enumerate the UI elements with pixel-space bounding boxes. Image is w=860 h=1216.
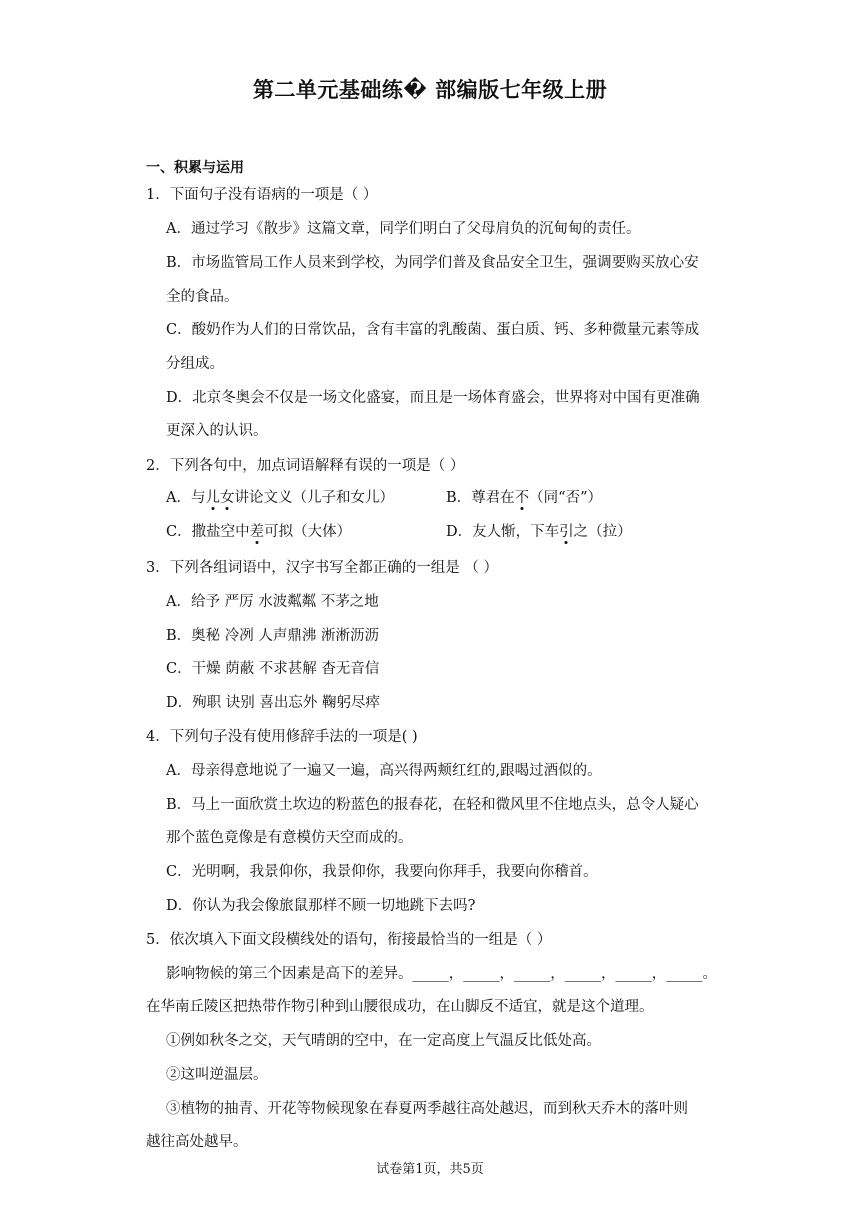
- question-4-option-a: A．母亲得意地说了一遍又一遍，高兴得两颊红红的,跟喝过酒似的。: [166, 763, 602, 779]
- question-1-option-d-cont: 更深入的认识。: [166, 423, 268, 439]
- option-text: A．与: [166, 490, 206, 506]
- option-text: D．友人惭，下车: [446, 524, 560, 540]
- dotted-char: 女: [219, 490, 235, 506]
- question-2-option-a: [166, 488, 394, 508]
- question-1-option-b: B．市场监管局工作人员来到学校，为同学们普及食品安全卫生，强调要购买放心安: [166, 255, 699, 271]
- question-5-sentence-1: ①例如秋冬之交，天气晴朗的空中，在一定高度上气温反比低处高。: [166, 1033, 601, 1049]
- question-4-option-b: B．马上一面欣赏土坎边的粉蓝色的报春花，在轻和微风里不住地点头，总令人疑心: [166, 797, 699, 813]
- question-4-stem: 4．下列句子没有使用修辞手法的一项是( ): [146, 729, 418, 745]
- question-1-option-c-cont: 分组成。: [166, 356, 224, 372]
- question-2-option-d: [446, 522, 632, 542]
- option-text: 之（拉）: [573, 524, 632, 540]
- question-1-option-a: A．通过学习《散步》这篇文章，同学们明白了父母肩负的沉甸甸的责任。: [166, 221, 641, 237]
- question-2-stem: 2．下列各句中，加点词语解释有误的一项是（ ）: [146, 458, 465, 474]
- option-text: B．尊君在: [446, 490, 515, 506]
- question-3-option-a: A．给予 严厉 水波粼粼 不茅之地: [166, 594, 379, 610]
- section-heading: 一、积累与运用: [146, 160, 244, 176]
- question-3-option-c: C．干燥 荫蔽 不求甚解 杳无音信: [166, 661, 380, 677]
- dotted-char: 引: [559, 524, 574, 540]
- page-title: 第二单元基础练� 部编版七年级上册: [252, 77, 608, 102]
- question-4-option-c: C．光明啊，我景仰你，我景仰你，我要向你拜手，我要向你稽首。: [166, 864, 598, 880]
- dotted-char: 儿: [205, 490, 220, 506]
- question-1-option-d: D．北京冬奥会不仅是一场文化盛宴，而且是一场体育盛会，世界将对中国有更准确: [166, 390, 700, 406]
- option-text: 讲论文义（儿子和女儿）: [234, 490, 394, 506]
- question-5-sentence-3-cont: 越往高处越早。: [146, 1134, 248, 1150]
- question-5-sentence-3: ③植物的抽青、开花等物候现象在春夏两季越往高处越迟，而到秋天乔木的落叶则: [166, 1101, 688, 1117]
- page-footer: 试卷第1页，共5页: [376, 1162, 484, 1177]
- question-1-option-b-cont: 全的食品。: [166, 289, 239, 305]
- question-3-option-d: D．殉职 诀别 喜出忘外 鞠躬尽瘁: [166, 695, 380, 711]
- question-5-stem: 5．依次填入下面文段横线处的语句，衔接最恰当的一组是（ ）: [146, 932, 552, 948]
- dotted-char: 不: [514, 490, 530, 506]
- question-5-passage-line-2: 在华南丘陵区把热带作物引种到山腰很成功，在山脚反不适宜，就是这个道理。: [146, 999, 654, 1015]
- question-2-option-b: [446, 488, 602, 508]
- question-4-option-d: D．你认为我会像旅鼠那样不顾一切地跳下去吗?: [166, 898, 476, 914]
- dotted-char: 差: [249, 524, 265, 540]
- question-3-option-b: B．奥秘 冷冽 人声鼎沸 淅淅沥沥: [166, 628, 379, 644]
- question-1-stem: 1．下面句子没有语病的一项是（ ）: [146, 187, 378, 203]
- question-2-option-c: [166, 522, 351, 542]
- question-5-passage-line-1: 影响物候的第三个因素是高下的差异。_____，_____，_____，_____，_____，_____。: [166, 966, 717, 982]
- question-1-option-c: C．酸奶作为人们的日常饮品，含有丰富的乳酸菌、蛋白质、钙、多种微量元素等成: [166, 322, 700, 338]
- option-text: C．撒盐空中: [166, 524, 250, 540]
- option-text: 可拟（大体）: [264, 524, 352, 540]
- question-3-stem: 3．下列各组词语中，汉字书写全都正确的一组是 （ ）: [146, 560, 498, 576]
- question-4-option-b-cont: 那个蓝色竟像是有意模仿天空而成的。: [166, 830, 413, 846]
- question-5-sentence-2: ②这叫逆温层。: [166, 1067, 268, 1083]
- option-text: （同“否”）: [529, 490, 602, 506]
